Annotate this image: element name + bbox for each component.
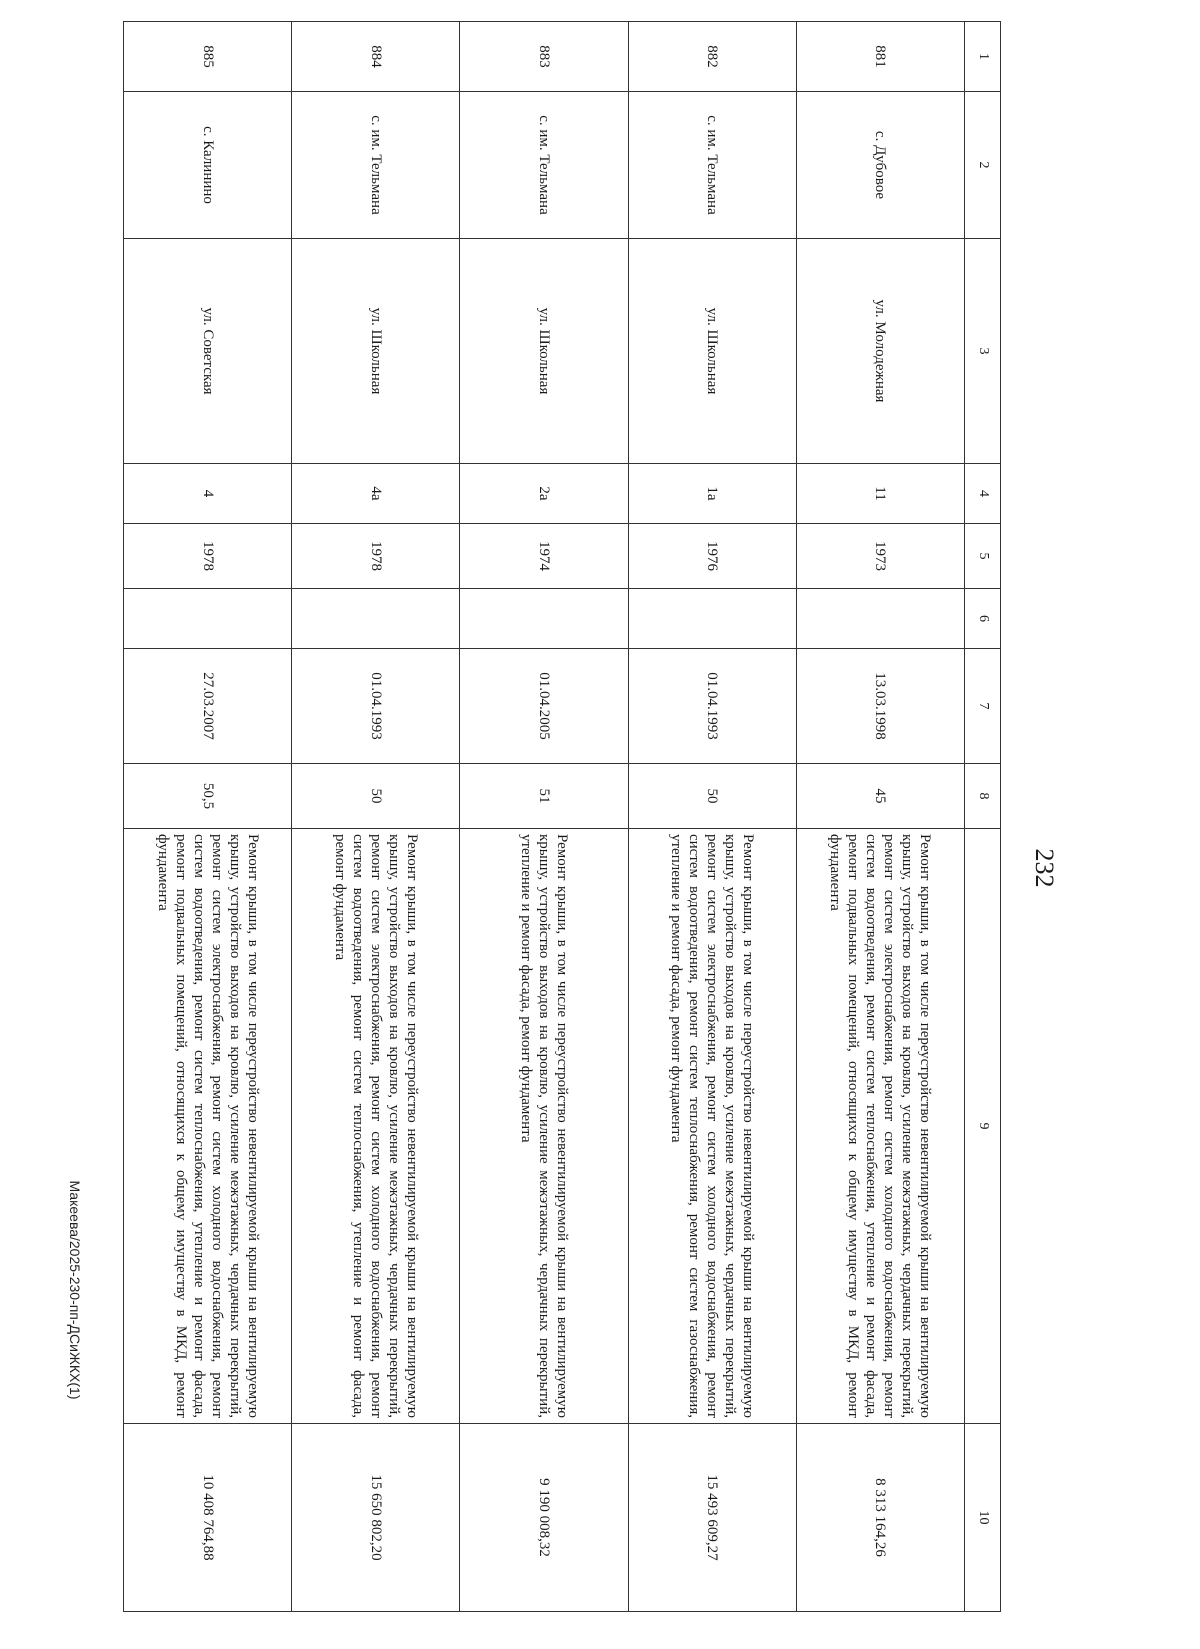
cost-cell: 15 650 802,20	[292, 1424, 460, 1612]
row-number-cell: 885	[124, 22, 292, 92]
house-cell: 11	[796, 464, 964, 524]
table-row	[124, 22, 292, 1612]
rotated-table-frame	[123, 21, 1001, 1611]
repair-register-table	[123, 21, 1001, 1612]
column6-cell	[292, 589, 460, 649]
settlement-cell: с. Дубовое	[796, 92, 964, 239]
table-row	[628, 22, 796, 1612]
cost-cell: 8 313 164,26	[796, 1424, 964, 1612]
column-number-cell: 1	[965, 22, 1001, 92]
table-row	[796, 22, 964, 1612]
document-reference: Макеева/2025-230-пп-ДСиЖКХ(1)	[67, 1180, 83, 1400]
column-number-cell: 7	[965, 649, 1001, 764]
street-cell: ул. Советская	[124, 239, 292, 464]
column8-cell: 51	[460, 764, 628, 829]
row-number-cell: 884	[292, 22, 460, 92]
column6-cell	[124, 589, 292, 649]
column8-cell: 45	[796, 764, 964, 829]
date-cell: 01.04.1993	[292, 649, 460, 764]
table-container	[123, 21, 1001, 1611]
column6-cell	[796, 589, 964, 649]
column-number-row	[965, 22, 1001, 1612]
year-cell: 1973	[796, 524, 964, 589]
column-number-cell: 6	[965, 589, 1001, 649]
works-cell: Ремонт крыши, в том числе переустройство невентилируемой крыши на вентилируемую крышу, устройство выходов на кровлю, усиление межэтажных, чердачных перекрытий, ремонт систем электроснабжения, ремонт систем холодного водоснабжения, ремонт систем водоотведения, ремонт систем теплоснабжения, утепление и ремонт фасада, ремонт подвальных помещений, относящихся к общему имуществу в МКД, ремонт фундамента	[796, 829, 964, 1424]
year-cell: 1974	[460, 524, 628, 589]
year-cell: 1976	[628, 524, 796, 589]
date-cell: 13.03.1998	[796, 649, 964, 764]
settlement-cell: с. им. Тельмана	[628, 92, 796, 239]
settlement-cell: с. Калинино	[124, 92, 292, 239]
house-cell: 4а	[292, 464, 460, 524]
table-row	[460, 22, 628, 1612]
date-cell: 01.04.1993	[628, 649, 796, 764]
street-cell: ул. Школьная	[460, 239, 628, 464]
date-cell: 01.04.2005	[460, 649, 628, 764]
house-cell: 2а	[460, 464, 628, 524]
year-cell: 1978	[124, 524, 292, 589]
table-row	[292, 22, 460, 1612]
column-number-cell: 2	[965, 92, 1001, 239]
column6-cell	[460, 589, 628, 649]
works-cell: Ремонт крыши, в том числе переустройство невентилируемой крыши на вентилируемую крышу, устройство выходов на кровлю, усиление межэтажных, чердачных перекрытий, ремонт систем электроснабжения, ремонт систем холодного водоснабжения, ремонт систем водоотведения, ремонт систем теплоснабжения, утепление и ремонт фасада, ремонт фундамента	[292, 829, 460, 1424]
column-number-cell: 3	[965, 239, 1001, 464]
column-number-cell: 4	[965, 464, 1001, 524]
page-number: 232	[1030, 848, 1059, 888]
works-cell: Ремонт крыши, в том числе переустройство невентилируемой крыши на вентилируемую крышу, устройство выходов на кровлю, усиление межэтажных, чердачных перекрытий, ремонт систем электроснабжения, ремонт систем холодного водоснабжения, ремонт систем водоотведения, ремонт систем теплоснабжения, утепление и ремонт фасада, ремонт подвальных помещений, относящихся к общему имуществу в МКД, ремонт фундамента	[124, 829, 292, 1424]
settlement-cell: с. им. Тельмана	[460, 92, 628, 239]
works-cell: Ремонт крыши, в том числе переустройство невентилируемой крыши на вентилируемую крышу, устройство выходов на кровлю, усиление межэтажных, чердачных перекрытий, ремонт систем электроснабжения, ремонт систем холодного водоснабжения, ремонт систем водоотведения, ремонт систем теплоснабжения, ремонт систем газоснабжения, утепление и ремонт фасада, ремонт фундамента	[628, 829, 796, 1424]
year-cell: 1978	[292, 524, 460, 589]
column6-cell	[628, 589, 796, 649]
cost-cell: 9 190 008,32	[460, 1424, 628, 1612]
works-cell: Ремонт крыши, в том числе переустройство невентилируемой крыши на вентилируемую крышу, устройство выходов на кровлю, усиление межэтажных, чердачных перекрытий, утепление и ремонт фасада, ремонт фундамента	[460, 829, 628, 1424]
row-number-cell: 881	[796, 22, 964, 92]
settlement-cell: с. им. Тельмана	[292, 92, 460, 239]
street-cell: ул. Молодежная	[796, 239, 964, 464]
house-cell: 1а	[628, 464, 796, 524]
column8-cell: 50	[628, 764, 796, 829]
street-cell: ул. Школьная	[628, 239, 796, 464]
row-number-cell: 883	[460, 22, 628, 92]
column8-cell: 50,5	[124, 764, 292, 829]
street-cell: ул. Школьная	[292, 239, 460, 464]
column-number-cell: 9	[965, 829, 1001, 1424]
row-number-cell: 882	[628, 22, 796, 92]
house-cell: 4	[124, 464, 292, 524]
date-cell: 27.03.2007	[124, 649, 292, 764]
column8-cell: 50	[292, 764, 460, 829]
column-number-cell: 8	[965, 764, 1001, 829]
cost-cell: 10 408 764,88	[124, 1424, 292, 1612]
column-number-cell: 5	[965, 524, 1001, 589]
column-number-cell: 10	[965, 1424, 1001, 1612]
cost-cell: 15 493 609,27	[628, 1424, 796, 1612]
